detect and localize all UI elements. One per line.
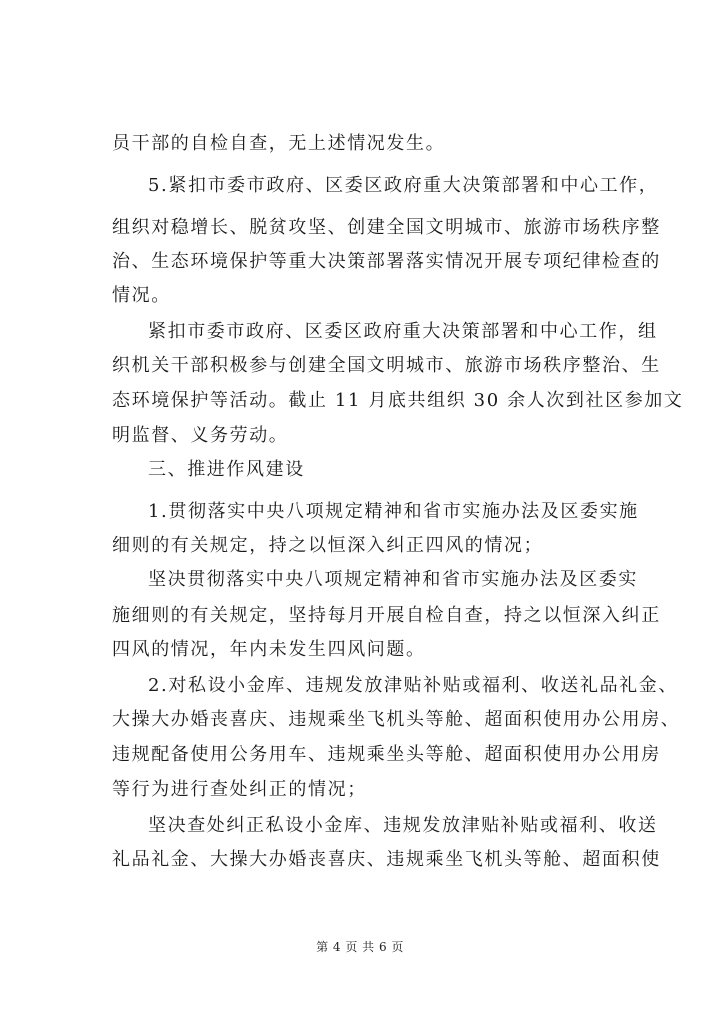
text-line: 织机关干部积极参与创建全国文明城市、旅游市场秩序整治、生 (112, 355, 661, 376)
text-line: 治、生态环境保护等重大决策部署落实情况开展专项纪律检查的 (112, 251, 661, 272)
page-footer: 第 4 页 共 6 页 (316, 940, 404, 954)
text-line: 明监督、义务劳动。 (112, 425, 289, 446)
text-line: 紧扣市委市政府、区委区政府重大决策部署和中心工作，组 (148, 321, 658, 342)
text-line: 四风的情况，年内未发生四风问题。 (112, 639, 426, 660)
text-line: 细则的有关规定，持之以恒深入纠正四风的情况； (112, 535, 544, 556)
text-line: 大操大办婚丧喜庆、违规乘坐飞机头等舱、超面积使用办公用房、 (112, 709, 681, 730)
text-line: 员干部的自检自查，无上述情况发生。 (112, 133, 446, 154)
text-line: 情况。 (112, 285, 171, 306)
text-line: 坚决查处纠正私设小金库、违规发放津贴补贴或福利、收送 (148, 815, 658, 836)
text-line: 施细则的有关规定，坚持每月开展自检自查，持之以恒深入纠正 (112, 605, 661, 626)
text-line: 违规配备使用公务用车、违规乘坐头等舱、超面积使用办公用房 (112, 744, 661, 765)
section-heading: 三、推进作风建设 (148, 459, 305, 480)
text-line: 5.紧扣市委市政府、区委区政府重大决策部署和中心工作， (148, 175, 659, 196)
text-line: 组织对稳增长、脱贫攻坚、创建全国文明城市、旅游市场秩序整 (112, 217, 661, 238)
text-line: 等行为进行查处纠正的情况； (112, 779, 367, 800)
text-line: 2.对私设小金库、违规发放津贴补贴或福利、收送礼品礼金、 (148, 675, 678, 696)
text-line: 礼品礼金、大操大办婚丧喜庆、违规乘坐飞机头等舱、超面积使 (112, 849, 661, 870)
text-line: 态环境保护等活动。截止 11 月底共组织 30 余人次到社区参加文 (112, 390, 684, 411)
text-line: 1.贯彻落实中央八项规定精神和省市实施办法及区委实施 (148, 501, 639, 522)
text-line: 坚决贯彻落实中央八项规定精神和省市实施办法及区委实 (148, 569, 638, 590)
